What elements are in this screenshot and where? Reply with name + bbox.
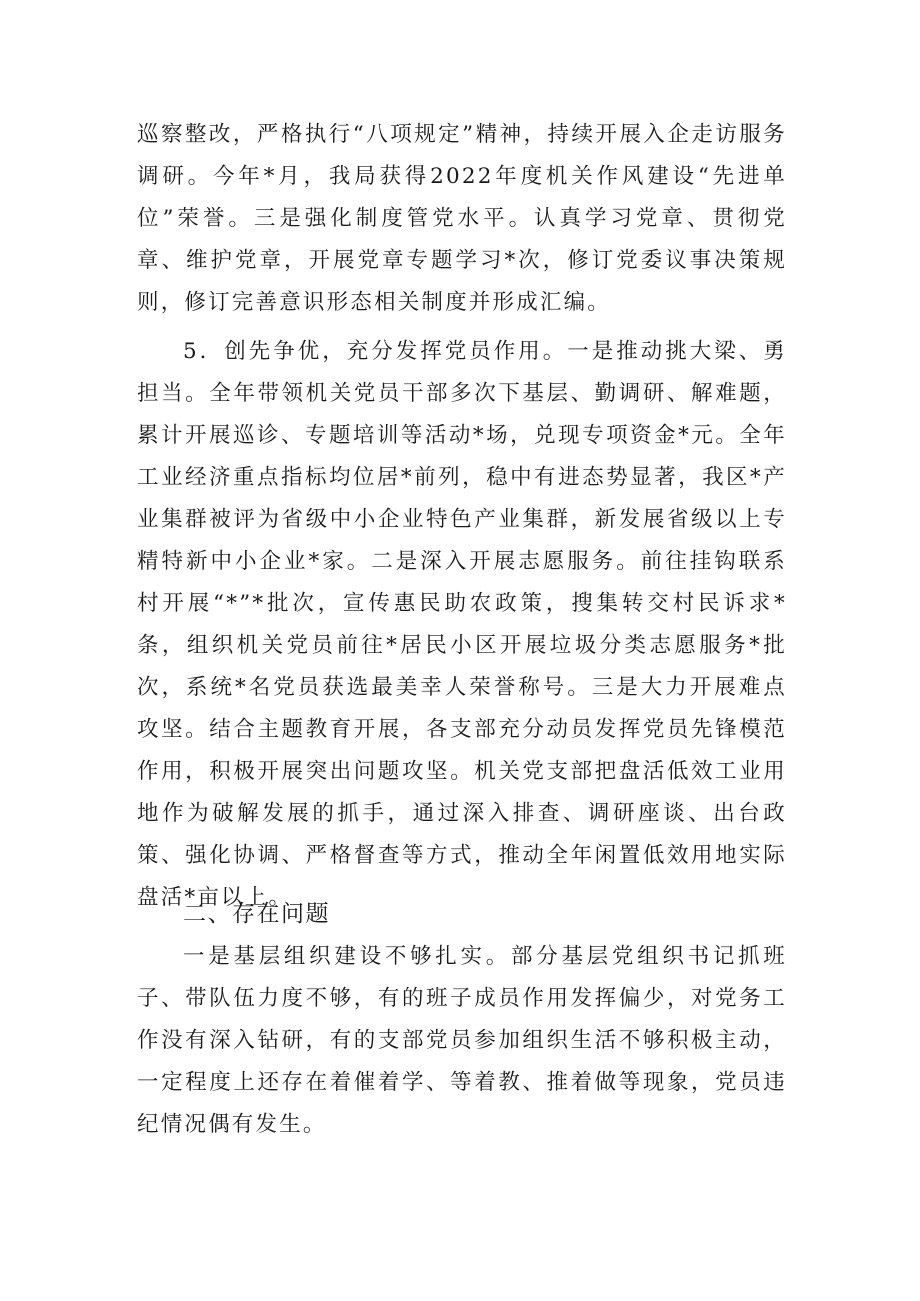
paragraph-party-conduct: 巡察整改，严格执行“八项规定”精神，持续开展入企走访服务调研。今年*月，我局获得2022年度机关作风建设“先进单位”荣誉。三是强化制度管党水平。认真学习党章、贯彻党章、维护党章，开展党章专题学习*次，修订党委议事决策规则，修订完善意识形态相关制度并形成汇编。	[137, 122, 787, 315]
paragraph-excellence-and-party-members: 5．创先争优，充分发挥党员作用。一是推动挑大梁、勇担当。全年带领机关党员干部多次下基层、勤调研、解难题，累计开展巡诊、专题培训等活动*场，兑现专项资金*元。全年工业经济重点指标均位居*前列，稳中有进态势显著，我区*产业集群被评为省级中小企业特色产业集群，新发展省级以上专精特新中小企业*家。二是深入开展志愿服务。前往挂钩联系村开展“*”*批次，宣传惠民助农政策，搜集转交村民诉求*条，组织机关党员前往*居民小区开展垃圾分类志愿服务*批次，系统*名党员获选最美幸人荣誉称号。三是大力开展难点攻坚。结合主题教育开展，各支部充分动员发挥党员先锋模范作用，积极开展突出问题攻坚。机关党支部把盘活低效工业用地作为破解发展的抓手，通过深入排查、调研座谈、出台政策、强化协调、严格督查等方式，推动全年闲置低效用地实际盘活*亩以上。	[137, 339, 787, 910]
section-heading-existing-problems: 二、存在问题	[183, 901, 330, 927]
paragraph-grassroots-organization: 一是基层组织建设不够扎实。部分基层党组织书记抓班子、带队伍力度不够，有的班子成员作用发挥偏少，对党务工作没有深入钻研，有的支部党员参加组织生活不够积极主动，一定程度上还存在着催着学、等着教、推着做等现象，党员违纪情况偶有发生。	[137, 944, 787, 1137]
